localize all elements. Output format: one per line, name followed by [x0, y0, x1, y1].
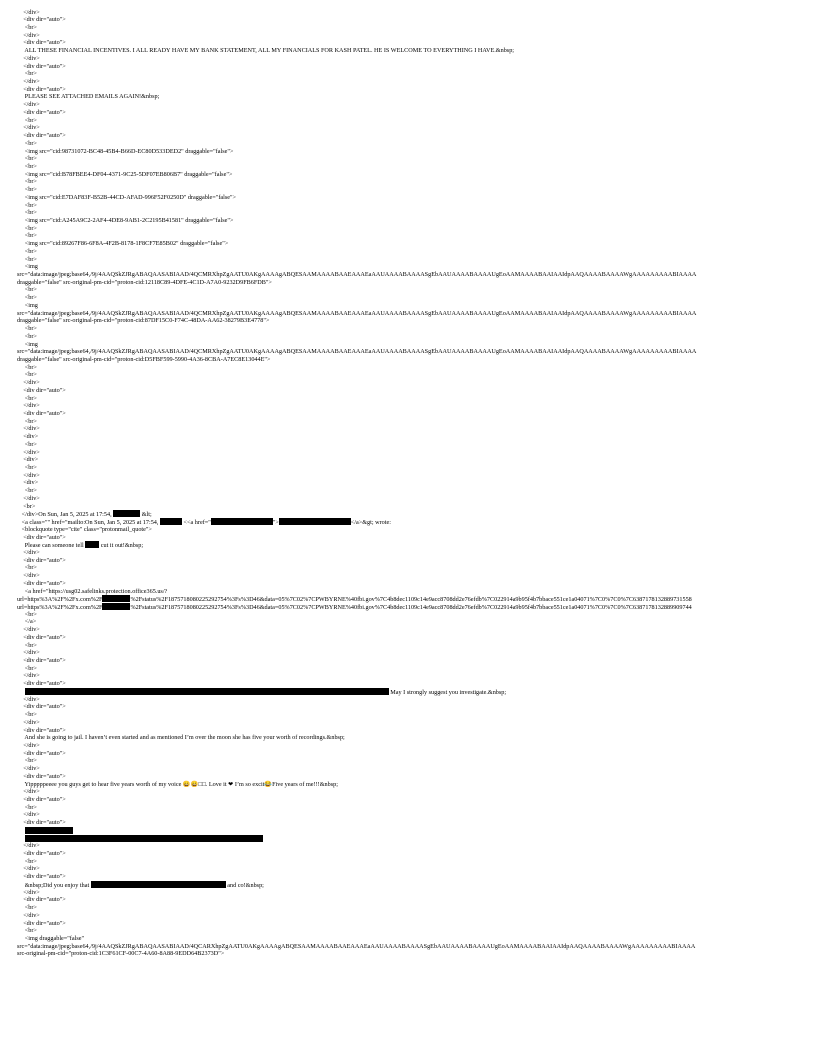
code-line: <div dir="auto"> [17, 850, 66, 857]
code-line: </div>On Sun, Jan 5, 2025 at 17:54, &lt; [17, 511, 152, 519]
code-line: <div dir="auto"> [17, 680, 66, 688]
code-line: <br> [17, 417, 37, 425]
code-line: draggable="false" src-original-pm-cid="proton-cid:12118C89-4DFE-4C1D-A7A0-9232D9FB6FDB"> [17, 278, 272, 286]
code-line: <br> [17, 857, 37, 865]
code-line: </div> [17, 402, 40, 410]
code-line: <br> [17, 502, 36, 510]
code-line: </div> [17, 471, 40, 479]
code-line: </div> [17, 379, 40, 387]
code-line [17, 835, 263, 843]
code-line: </a> [17, 618, 37, 626]
code-line: </div> [17, 865, 40, 873]
code-line: </div> [17, 78, 40, 85]
code-line: <a href="https://usg02.safelinks.protection.office365.us/? [17, 587, 168, 595]
code-line: <br> [17, 757, 37, 765]
code-line: <img [17, 340, 38, 348]
code-line: <div dir="auto"> [17, 772, 66, 780]
redaction-block [85, 541, 99, 548]
code-line: </div> [17, 842, 40, 850]
redaction-block [25, 688, 389, 695]
code-line: <img src="cid:B78FBEE4-DF04-4371-9C25-5DF07EB806B7" draggable="false"> [17, 170, 233, 178]
code-line: <br> [17, 803, 37, 811]
code-line: src="data:image/jpeg;base64,/9j/4AAQSkZJRgABAQAASABIAAD/4QCMRXhpZgAATU0AKgAAAAgABQESAAMAAAABAAEAAAEaAAUAAAABAAAASgEbAAUAAAABAAAAUgEoAAMAAAABAAIAAIdpAAQAAAABAAAAWgAAAAAAAAABIAAAA [17, 309, 697, 317]
code-line: <div dir="auto"> [17, 703, 66, 711]
code-line: <img src="cid:89267F86-6F8A-4F2B-8178-1F8CF7E85B02" draggable="false"> [17, 240, 229, 248]
code-line: url=https%3A%2F%2Fx.com%2F %2Fstatus%2F1875718080225292754%3Fs%3D46&data=05%7C02%7CPWBYRNE%40fbi.gov%7C4b8dec1109c14e9acc8708dd2e76efdb%7C022914a9b95f4b7bbace551ce1a04071%7C0%7C0%7C6387178132889909744 [17, 603, 692, 611]
code-line: </div> [17, 448, 40, 456]
code-line: <img [17, 263, 38, 271]
code-line: <div dir="auto"> [17, 533, 66, 541]
code-line: <div dir="auto"> [17, 39, 66, 47]
code-line: <div dir="auto"> [17, 819, 66, 827]
code-line: </div> [17, 672, 40, 680]
code-line: <blockquote type="cite" class="protonmail_quote"> [17, 525, 152, 533]
code-line: <br> [17, 464, 37, 471]
code-line: </div> [17, 718, 40, 726]
code-line: <div dir="auto"> [17, 726, 66, 734]
redaction-block [102, 595, 130, 602]
code-line: </div> [17, 626, 40, 634]
code-line: draggable="false" src-original-pm-cid="proton-cid:87DF15C0-F74C-48DA-AA62-38279B3E4778"> [17, 317, 270, 325]
code-line: <br> [17, 232, 37, 240]
code-line: <div dir="auto"> [17, 749, 66, 757]
code-line: <br> [17, 186, 37, 194]
code-line: <br> [17, 664, 37, 672]
redaction-block [25, 827, 73, 834]
code-line: </div> [17, 54, 40, 62]
code-line: <div> [17, 479, 39, 487]
code-line: </div> [17, 649, 40, 657]
code-line: <a class="" href="mailto:On Sun, Jan 5, 2025 at 17:54, <<a href=" "> </a>&gt; wrote: [17, 519, 391, 526]
code-line: <div dir="auto"> [17, 132, 66, 139]
code-line: PLEASE SEE ATTACHED EMAILS AGAIN!&nbsp; [17, 93, 160, 101]
code-line: <div dir="auto"> [17, 386, 66, 394]
code-line: <div dir="auto"> [17, 62, 66, 70]
code-line: <br> [17, 363, 37, 371]
code-line: <br> [17, 201, 37, 209]
code-line: <br> [17, 23, 37, 31]
code-line: </div> [17, 425, 40, 433]
code-line: <br> [17, 440, 37, 448]
code-line: <div dir="auto"> [17, 795, 66, 803]
code-line: <img src="cid:98731072-BC48-45B4-B66D-EC80D533DED2" draggable="false"> [17, 147, 234, 155]
code-line: <br> [17, 155, 37, 163]
code-line: <br> [17, 139, 37, 147]
code-line: </div> [17, 811, 40, 819]
code-line: <br> [17, 394, 37, 402]
code-line: <img src="cid:A245A9C2-2AF4-4DE8-9AB1-2C2195B41581" draggable="false"> [17, 216, 234, 224]
code-line: <br> [17, 116, 37, 124]
code-line: url=https%3A%2F%2Fx.com%2F %2Fstatus%2F1875718080225292754%3Fs%3D46&data=05%7C02%7CPWBYRNE%40fbi.gov%7C4b8dec1109c14e9acc8708dd2e76efdb%7C022914a9b95f4b7bbace551ce1a04071%7C0%7C0%7C6387178132889731558 [17, 596, 692, 604]
code-line: <br> [17, 641, 37, 649]
code-line: </div> [17, 572, 40, 580]
code-line: And she is going to jail. I haven’t even started and as mentioned I’m over the moon she has five your worth of recordings.&nbsp; [17, 734, 345, 742]
code-line: <div dir="auto"> [17, 579, 66, 587]
code-line: src="data:image/jpeg;base64,/9j/4AAQSkZJRgABAQAASABIAAD/4QCMRXhpZgAATU0AKgAAAAgABQESAAMAAAABAAEAAAEaAAUAAAABAAAASgEbAAUAAAABAAAAUgEoAAMAAAABAAIAAIdpAAQAAAABAAAAWgAAAAAAAAABIAAAA [17, 271, 697, 278]
code-line: </div> [17, 31, 40, 39]
code-line: <br> [17, 927, 37, 935]
code-line: ALL THESE FINANCIAL INCENTIVES. I ALL READY HAVE MY BANK STATEMENT, ALL MY FINANCIALS FOR KASH PATEL. HE IS WELCOME TO EVERYTHING I HAVE.&nbsp; [17, 47, 515, 55]
code-line: <div dir="auto"> [17, 556, 66, 564]
code-line: <div dir="auto"> [17, 919, 66, 927]
code-line: <div> [17, 433, 39, 441]
code-line: <br> [17, 564, 37, 572]
code-line: </div> [17, 788, 40, 796]
code-line: </div> [17, 548, 40, 556]
code-line: src="data:image/jpeg;base64,/9j/4AAQSkZJRgABAQAASABIAAD/4QCMRXhpZgAATU0AKgAAAAgABQESAAMAAAABAAEAAAEaAAUAAAABAAAASgEbAAUAAAABAAAAUgEoAAMAAAABAAIAAIdpAAQAAAABAAAAWgAAAAAAAAABIAAAA [17, 348, 697, 356]
code-line: <br> [17, 286, 37, 294]
code-line: </div> [17, 741, 40, 749]
code-line: <div dir="auto"> [17, 108, 66, 116]
code-line: <br> [17, 162, 37, 170]
redaction-block [160, 518, 182, 525]
code-line: <div dir="auto"> [17, 85, 66, 93]
code-line: </div> [17, 101, 40, 109]
code-line: </div> [17, 888, 40, 896]
code-line: <br> [17, 178, 37, 186]
code-line: <div dir="auto"> [17, 873, 66, 881]
code-line: <div dir="auto"> [17, 896, 66, 904]
code-line: <div dir="auto"> [17, 409, 66, 417]
code-line: <img draggable="false" [17, 934, 85, 942]
redaction-block [91, 881, 226, 888]
code-line: &nbsp;Did you enjoy that and co!&nbsp; [17, 881, 264, 889]
code-line: <div> [17, 456, 39, 464]
code-line: <div dir="auto"> [17, 633, 66, 641]
code-line: <br> [17, 325, 37, 332]
redaction-block [102, 603, 130, 610]
code-line: <img [17, 301, 38, 309]
redaction-block [279, 518, 351, 525]
redaction-block [211, 518, 273, 525]
code-line: May I strongly suggest you investigate.&nbsp; [17, 688, 506, 696]
code-line: <br> [17, 904, 37, 911]
code-line: <br> [17, 209, 37, 217]
code-line: Yipppppeeee you guys get to hear five years worth of my voice 😄😄□□. Love it ❤ I’m so excit😂Five years of me!!!&nbsp; [17, 780, 338, 788]
code-line: draggable="false" src-original-pm-cid="proton-cid:D5FBF599-5990-4A36-8CBA-A7EC8E13044E"> [17, 355, 271, 363]
redaction-block [113, 510, 140, 517]
code-line: <br> [17, 711, 37, 718]
code-line: <div dir="auto"> [17, 657, 66, 664]
code-line: <img src="cid:E7DAF83F-B52B-44CD-AFAD-996F52F0250D" draggable="false"> [17, 193, 237, 201]
code-line: <br> [17, 255, 37, 263]
code-line: <br> [17, 224, 37, 232]
code-line: <br> [17, 371, 37, 379]
code-line: <br> [17, 487, 37, 495]
code-line: </div> [17, 494, 40, 502]
code-line: <br> [17, 247, 37, 255]
redaction-block [25, 835, 263, 842]
code-line: <br> [17, 332, 37, 340]
code-line: </div> [17, 124, 40, 132]
code-line: </div> [17, 911, 40, 919]
code-line: </div> [17, 695, 40, 703]
code-line: Please can someone tell cut it out!&nbsp; [17, 542, 144, 550]
code-line: </div> [17, 8, 40, 16]
code-line: <br> [17, 610, 37, 618]
code-line: <br> [17, 294, 37, 302]
code-line: <div dir="auto"> [17, 16, 66, 24]
code-line: src="data:image/jpeg;base64,/9j/4AAQSkZJRgABAQAASABIAAD/4QCARXhpZgAATU0AKgAAAAgABQESAAMAAAABAAEAAAEaAAUAAAABAAAASgEbAAUAAAABAAAAUgEoAAMAAAABAAIAAIdpAAQAAAABAAAAWgAAAAAAAAABIAAAA [17, 942, 696, 950]
code-line: <br> [17, 70, 37, 78]
code-line: </div> [17, 765, 40, 773]
code-line: src-original-pm-cid="proton-cid:1C3F61CF-00C7-4A60-8A88-9EDD64B2373D"> [17, 950, 225, 958]
